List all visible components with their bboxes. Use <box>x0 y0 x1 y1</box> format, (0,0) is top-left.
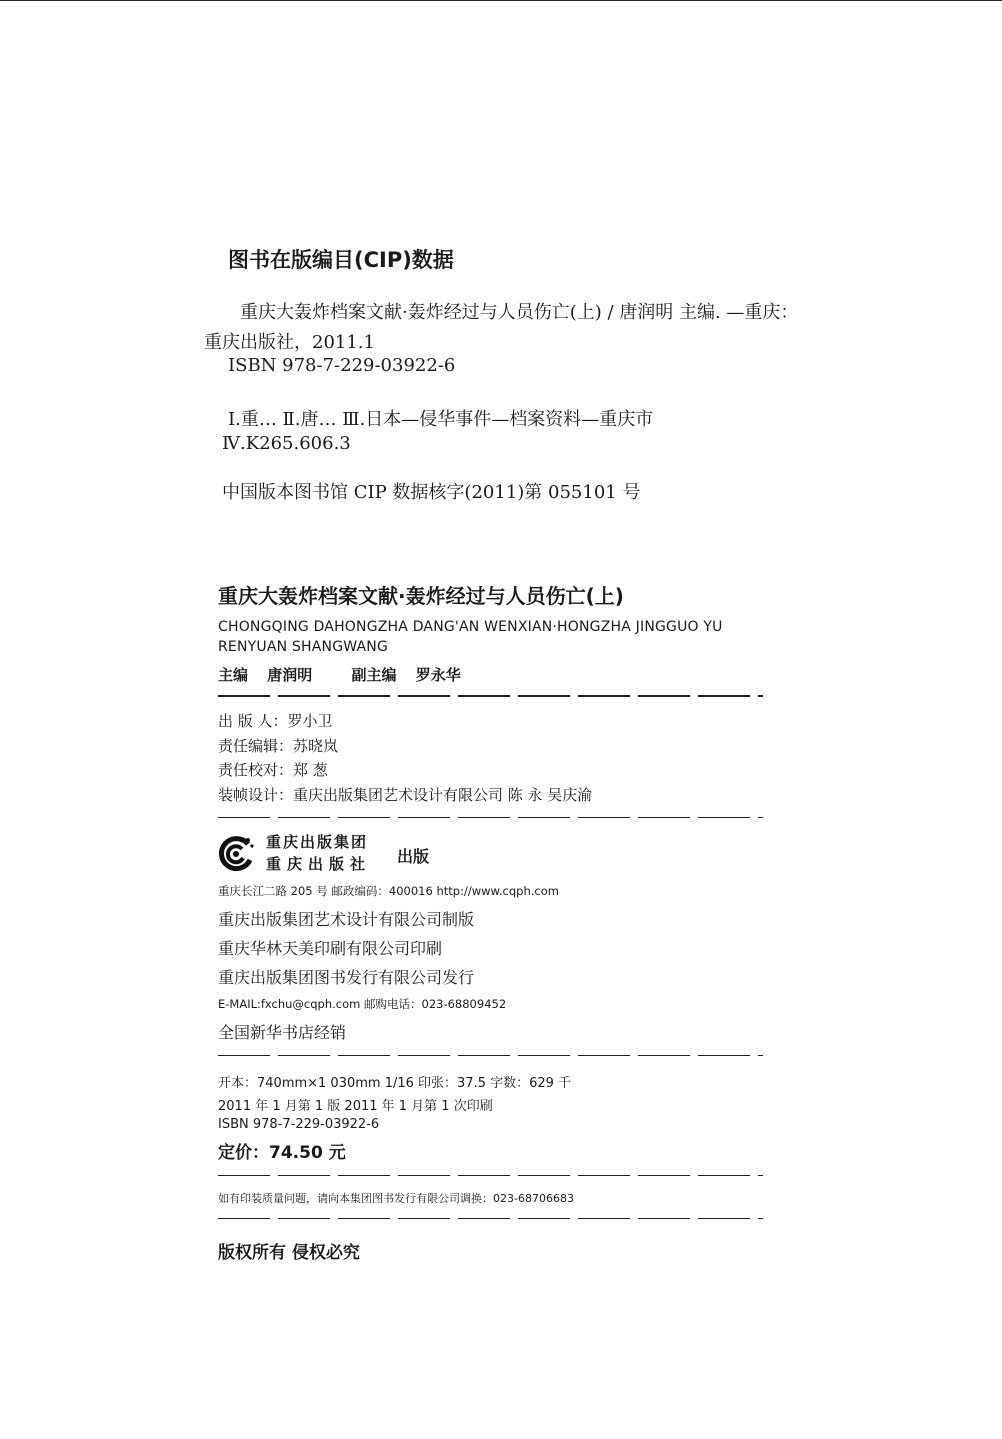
isbn-spec: ISBN 978-7-229-03922-6 <box>218 1117 380 1132</box>
divider-rule <box>218 1175 763 1176</box>
cip-verification: 中国版本图书馆 CIP 数据核字(2011)第 055101 号 <box>222 482 641 503</box>
cip-classification1: Ⅰ.重… Ⅱ.唐… Ⅲ.日本—侵华事件—档案资料—重庆市 <box>228 409 654 430</box>
publisher-logo-icon <box>218 836 254 872</box>
publisher-names <box>266 831 371 875</box>
cip-record-line2: 重庆出版社，2011.1 <box>204 332 375 353</box>
book-pinyin-line2: RENYUAN SHANGWANG <box>218 639 389 655</box>
chief-editor-label: 主编 <box>218 666 249 684</box>
quality-notice: 如有印装质量问题，请向本集团图书发行有限公司调换：023-68706683 <box>218 1192 574 1205</box>
credit-line: 责任编辑：苏晓岚 <box>218 737 339 755</box>
credit-line: 出 版 人：罗小卫 <box>218 712 333 730</box>
edition-spec: 2011 年 1 月第 1 版 2011 年 1 月第 1 次印刷 <box>218 1099 493 1114</box>
editors-line <box>218 664 475 685</box>
divider-rule <box>218 1218 763 1219</box>
publisher-press-name: 重庆出版社 <box>266 855 372 873</box>
retail-line: 全国新华书店经销 <box>218 1023 347 1042</box>
cip-classification2: Ⅳ.K265.606.3 <box>222 433 351 454</box>
price: 定价：74.50 元 <box>218 1143 346 1163</box>
divider-rule <box>218 695 763 697</box>
credit-line: 责任校对：郑 葱 <box>218 761 328 779</box>
divider-rule <box>218 817 763 818</box>
credit-line: 装帧设计：重庆出版集团艺术设计有限公司 陈 永 吴庆渝 <box>218 786 593 804</box>
plate-making-line: 重庆出版集团艺术设计有限公司制版 <box>218 910 475 929</box>
deputy-editor-label: 副主编 <box>351 666 397 684</box>
publisher-verb: 出版 <box>397 847 430 866</box>
book-pinyin-line1: CHONGQING DAHONGZHA DANG'AN WENXIAN·HONGZHA JINGGUO YU <box>218 619 723 635</box>
deputy-editor-name: 罗永华 <box>415 666 461 684</box>
divider-rule <box>218 1055 763 1056</box>
cip-heading: 图书在版编目(CIP)数据 <box>228 248 454 272</box>
distribution-line: 重庆出版集团图书发行有限公司发行 <box>218 968 475 987</box>
cip-record-line1: 重庆大轰炸档案文献·轰炸经过与人员伤亡(上) / 唐润明 主编. —重庆： <box>240 302 799 323</box>
publisher-group-name: 重庆出版集团 <box>266 833 369 851</box>
book-title: 重庆大轰炸档案文献·轰炸经过与人员伤亡(上) <box>218 584 624 608</box>
format-spec: 开本：740mm×1 030mm 1/16 印张：37.5 字数：629 千 <box>218 1076 572 1091</box>
printing-line: 重庆华林天美印刷有限公司印刷 <box>218 939 443 958</box>
cip-isbn: ISBN 978-7-229-03922-6 <box>228 355 456 376</box>
publisher-address: 重庆长江二路 205 号 邮政编码：400016 http://www.cqph.com <box>218 884 559 898</box>
contact-line: E-MAIL:fxchu@cqph.com 邮购电话：023-68809452 <box>218 997 507 1011</box>
rights-notice: 版权所有 侵权必究 <box>218 1243 360 1263</box>
chief-editor-name: 唐润明 <box>267 666 313 684</box>
